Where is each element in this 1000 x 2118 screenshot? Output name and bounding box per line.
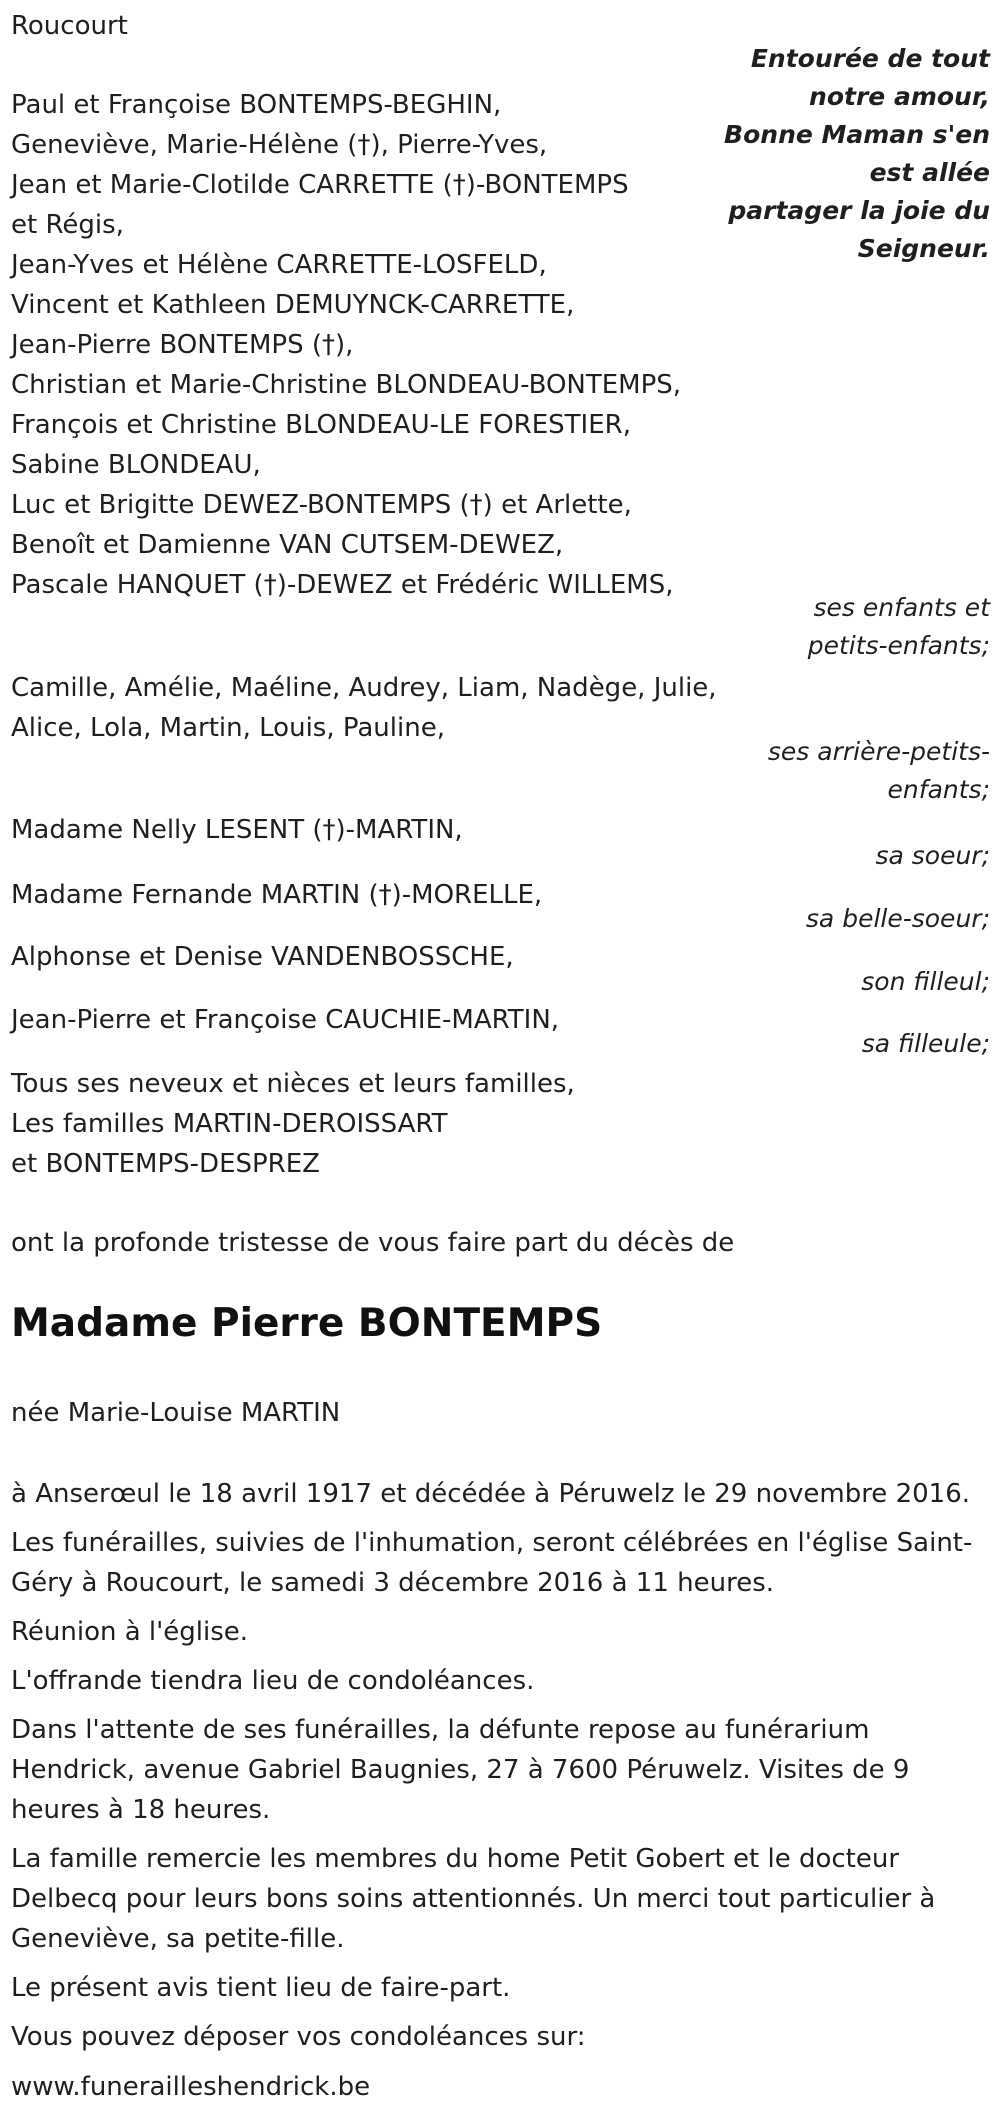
family-line: François et Christine BLONDEAU-LE FORESTIER,	[11, 410, 631, 440]
family-line: Jean-Yves et Hélène CARRETTE-LOSFELD,	[11, 250, 547, 280]
family-line: Sabine BLONDEAU,	[11, 450, 261, 480]
family-line: Luc et Brigitte DEWEZ-BONTEMPS (†) et Arlette,	[11, 490, 632, 520]
family-line: Christian et Marie-Christine BLONDEAU-BONTEMPS,	[11, 370, 682, 400]
viewing-info: Dans l'attente de ses funérailles, la défunte repose au funérarium Hendrick, avenue Gabriel Baugnies, 27 à 7600 Péruwelz. Visites de 9 heures à 18 heures.	[11, 1715, 910, 1825]
family-line: Jean-Pierre BONTEMPS (†),	[11, 330, 354, 360]
epigraph-line: Bonne Maman s'en	[724, 120, 990, 149]
condolences-info: Vous pouvez déposer vos condoléances sur:	[11, 2022, 586, 2052]
relation-label: sa soeur;	[875, 841, 990, 870]
great-grandchildren-line: Camille, Amélie, Maéline, Audrey, Liam, Nadège, Julie,	[11, 673, 717, 703]
notice-info: Le présent avis tient lieu de faire-part.	[11, 1973, 511, 2003]
epigraph-line: notre amour,	[809, 82, 990, 111]
others-line: Tous ses neveux et nièces et leurs familles,	[11, 1069, 575, 1099]
epigraph-line: partager la joie du	[728, 196, 990, 225]
meeting-info: Réunion à l'église.	[11, 1617, 249, 1647]
great-grandchildren-line: Alice, Lola, Martin, Louis, Pauline,	[11, 713, 445, 743]
epigraph-line: Entourée de tout	[750, 44, 990, 73]
others-line: Les familles MARTIN-DEROISSART	[11, 1109, 448, 1139]
family-line: Geneviève, Marie-Hélène (†), Pierre-Yves,	[11, 130, 548, 160]
godson-line: Alphonse et Denise VANDENBOSSCHE,	[11, 942, 514, 972]
funeral-info: Les funérailles, suivies de l'inhumation, seront célébrées en l'église Saint-Géry à Roucourt, le samedi 3 décembre 2016 à 11 heures.	[11, 1528, 973, 1598]
family-line: Vincent et Kathleen DEMUYNCK-CARRETTE,	[11, 290, 575, 320]
thanks-info: La famille remercie les membres du home Petit Gobert et le docteur Delbecq pour leurs bons soins attentionnés. Un merci tout particulier à Geneviève, sa petite-fille.	[11, 1844, 936, 1954]
family-line: Benoît et Damienne VAN CUTSEM-DEWEZ,	[11, 530, 564, 560]
relation-label: son filleul;	[861, 967, 990, 996]
others-line: et BONTEMPS-DESPREZ	[11, 1149, 320, 1179]
relation-label: petits-enfants;	[807, 631, 990, 660]
website-link[interactable]: www.funerailleshendrick.be	[11, 2072, 371, 2102]
announcement-intro: ont la profonde tristesse de vous faire part du décès de	[11, 1228, 735, 1258]
sister-line: Madame Nelly LESENT (†)-MARTIN,	[11, 815, 463, 845]
sister-in-law-line: Madame Fernande MARTIN (†)-MORELLE,	[11, 880, 543, 910]
relation-label: sa filleule;	[861, 1029, 990, 1058]
family-line: Paul et Françoise BONTEMPS-BEGHIN,	[11, 90, 502, 120]
goddaughter-line: Jean-Pierre et Françoise CAUCHIE-MARTIN,	[11, 1005, 560, 1035]
relation-label: ses enfants et	[813, 593, 990, 622]
offering-info: L'offrande tiendra lieu de condoléances.	[11, 1666, 535, 1696]
relation-label: enfants;	[887, 775, 990, 804]
relation-label: ses arrière-petits-	[767, 737, 990, 766]
epigraph-line: est allée	[869, 158, 990, 187]
family-line: Jean et Marie-Clotilde CARRETTE (†)-BONTEMPS	[11, 170, 629, 200]
family-line: Pascale HANQUET (†)-DEWEZ et Frédéric WILLEMS,	[11, 570, 674, 600]
deceased-name: Madame Pierre BONTEMPS	[11, 1301, 603, 1346]
relation-label: sa belle-soeur;	[805, 904, 990, 933]
birth-name: née Marie-Louise MARTIN	[11, 1398, 341, 1428]
epigraph-line: Seigneur.	[857, 234, 990, 263]
family-line: et Régis,	[11, 210, 124, 240]
birth-death-info: à Anserœul le 18 avril 1917 et décédée à Péruwelz le 29 novembre 2016.	[11, 1479, 971, 1509]
locality: Roucourt	[11, 11, 128, 41]
